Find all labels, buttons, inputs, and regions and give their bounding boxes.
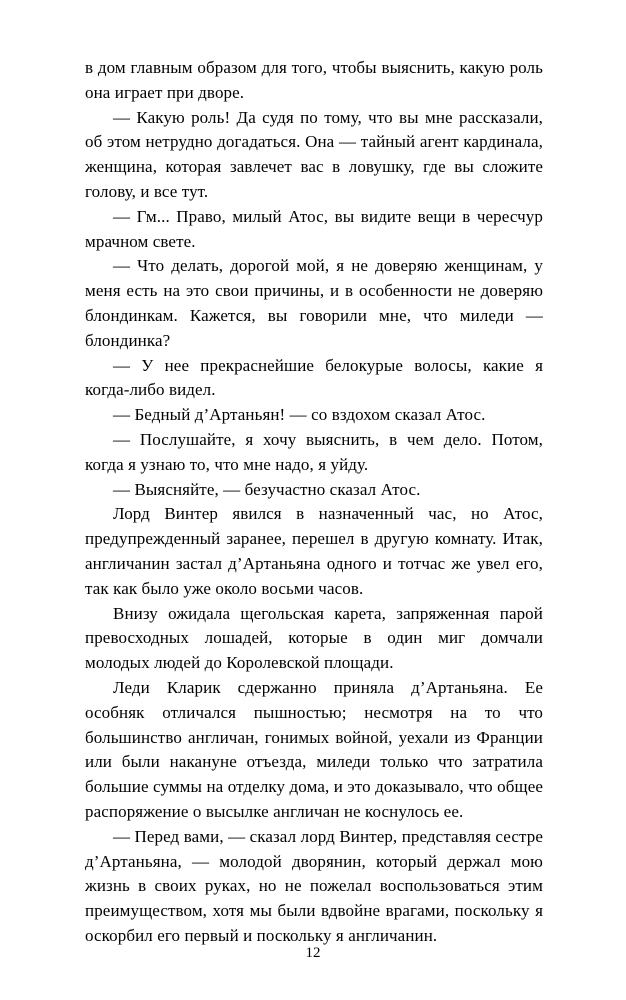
paragraph: Лорд Винтер явился в назначенный час, но Атос, предупрежденный заранее, перешел в другую комнату. Итак, англичанин застал д’Артаньяна одного и тотчас же увел его, так как было уже около восьми часов. bbox=[85, 504, 543, 598]
paragraph: — У нее прекраснейшие белокурые волосы, какие я когда-либо видел. bbox=[85, 355, 543, 400]
paragraph: — Какую роль! Да судя по тому, что вы мне рассказали, об этом нетрудно догадаться. Она — тайный агент кардинала, женщина, которая завлечет вас в ловушку, где вы сложите голову, и все тут. bbox=[85, 107, 543, 201]
paragraph: — Гм... Право, милый Атос, вы видите вещи в чересчур мрачном свете. bbox=[85, 206, 543, 251]
paragraph: Внизу ожидала щегольская карета, запряженная парой превосходных лошадей, которые в один миг домчали молодых людей до Королевской площади. bbox=[85, 603, 543, 673]
page-number: 12 bbox=[305, 945, 321, 961]
paragraph: — Выясняйте, — безучастно сказал Атос. bbox=[113, 479, 421, 499]
paragraph: — Послушайте, я хочу выяснить, в чем дело. Потом, когда я узнаю то, что мне надо, я уйду. bbox=[85, 429, 543, 474]
paragraph: Леди Кларик сдержанно приняла д’Артаньяна. Ее особняк отличался пышностью; несмотря на то что большинство англичан, гонимых войной, уехали из Франции или были накануне отъезда, миледи только что затратила большие суммы на отделку дома, и это доказывало, что общее распоряжение о высылке англичан не коснулось ее. bbox=[85, 677, 543, 821]
paragraph: в дом главным образом для того, чтобы выяснить, какую роль она играет при дворе. bbox=[85, 58, 543, 102]
page-text bbox=[85, 56, 543, 949]
paragraph: — Что делать, дорогой мой, я не доверяю женщинам, у меня есть на это свои причины, и в особенности не доверяю блондинкам. Кажется, вы говорили мне, что миледи — блондинка? bbox=[85, 256, 543, 350]
paragraph: — Перед вами, — сказал лорд Винтер, представляя сестре д’Артаньяна, — молодой дворянин, который держал мою жизнь в своих руках, но не пожелал воспользоваться этим преимуществом, хотя мы были вдвойне врагами, поскольку я оскорбил его первый и поскольку я англичанин. bbox=[85, 826, 543, 945]
paragraph: — Бедный д’Артаньян! — со вздохом сказал Атос. bbox=[113, 405, 486, 425]
